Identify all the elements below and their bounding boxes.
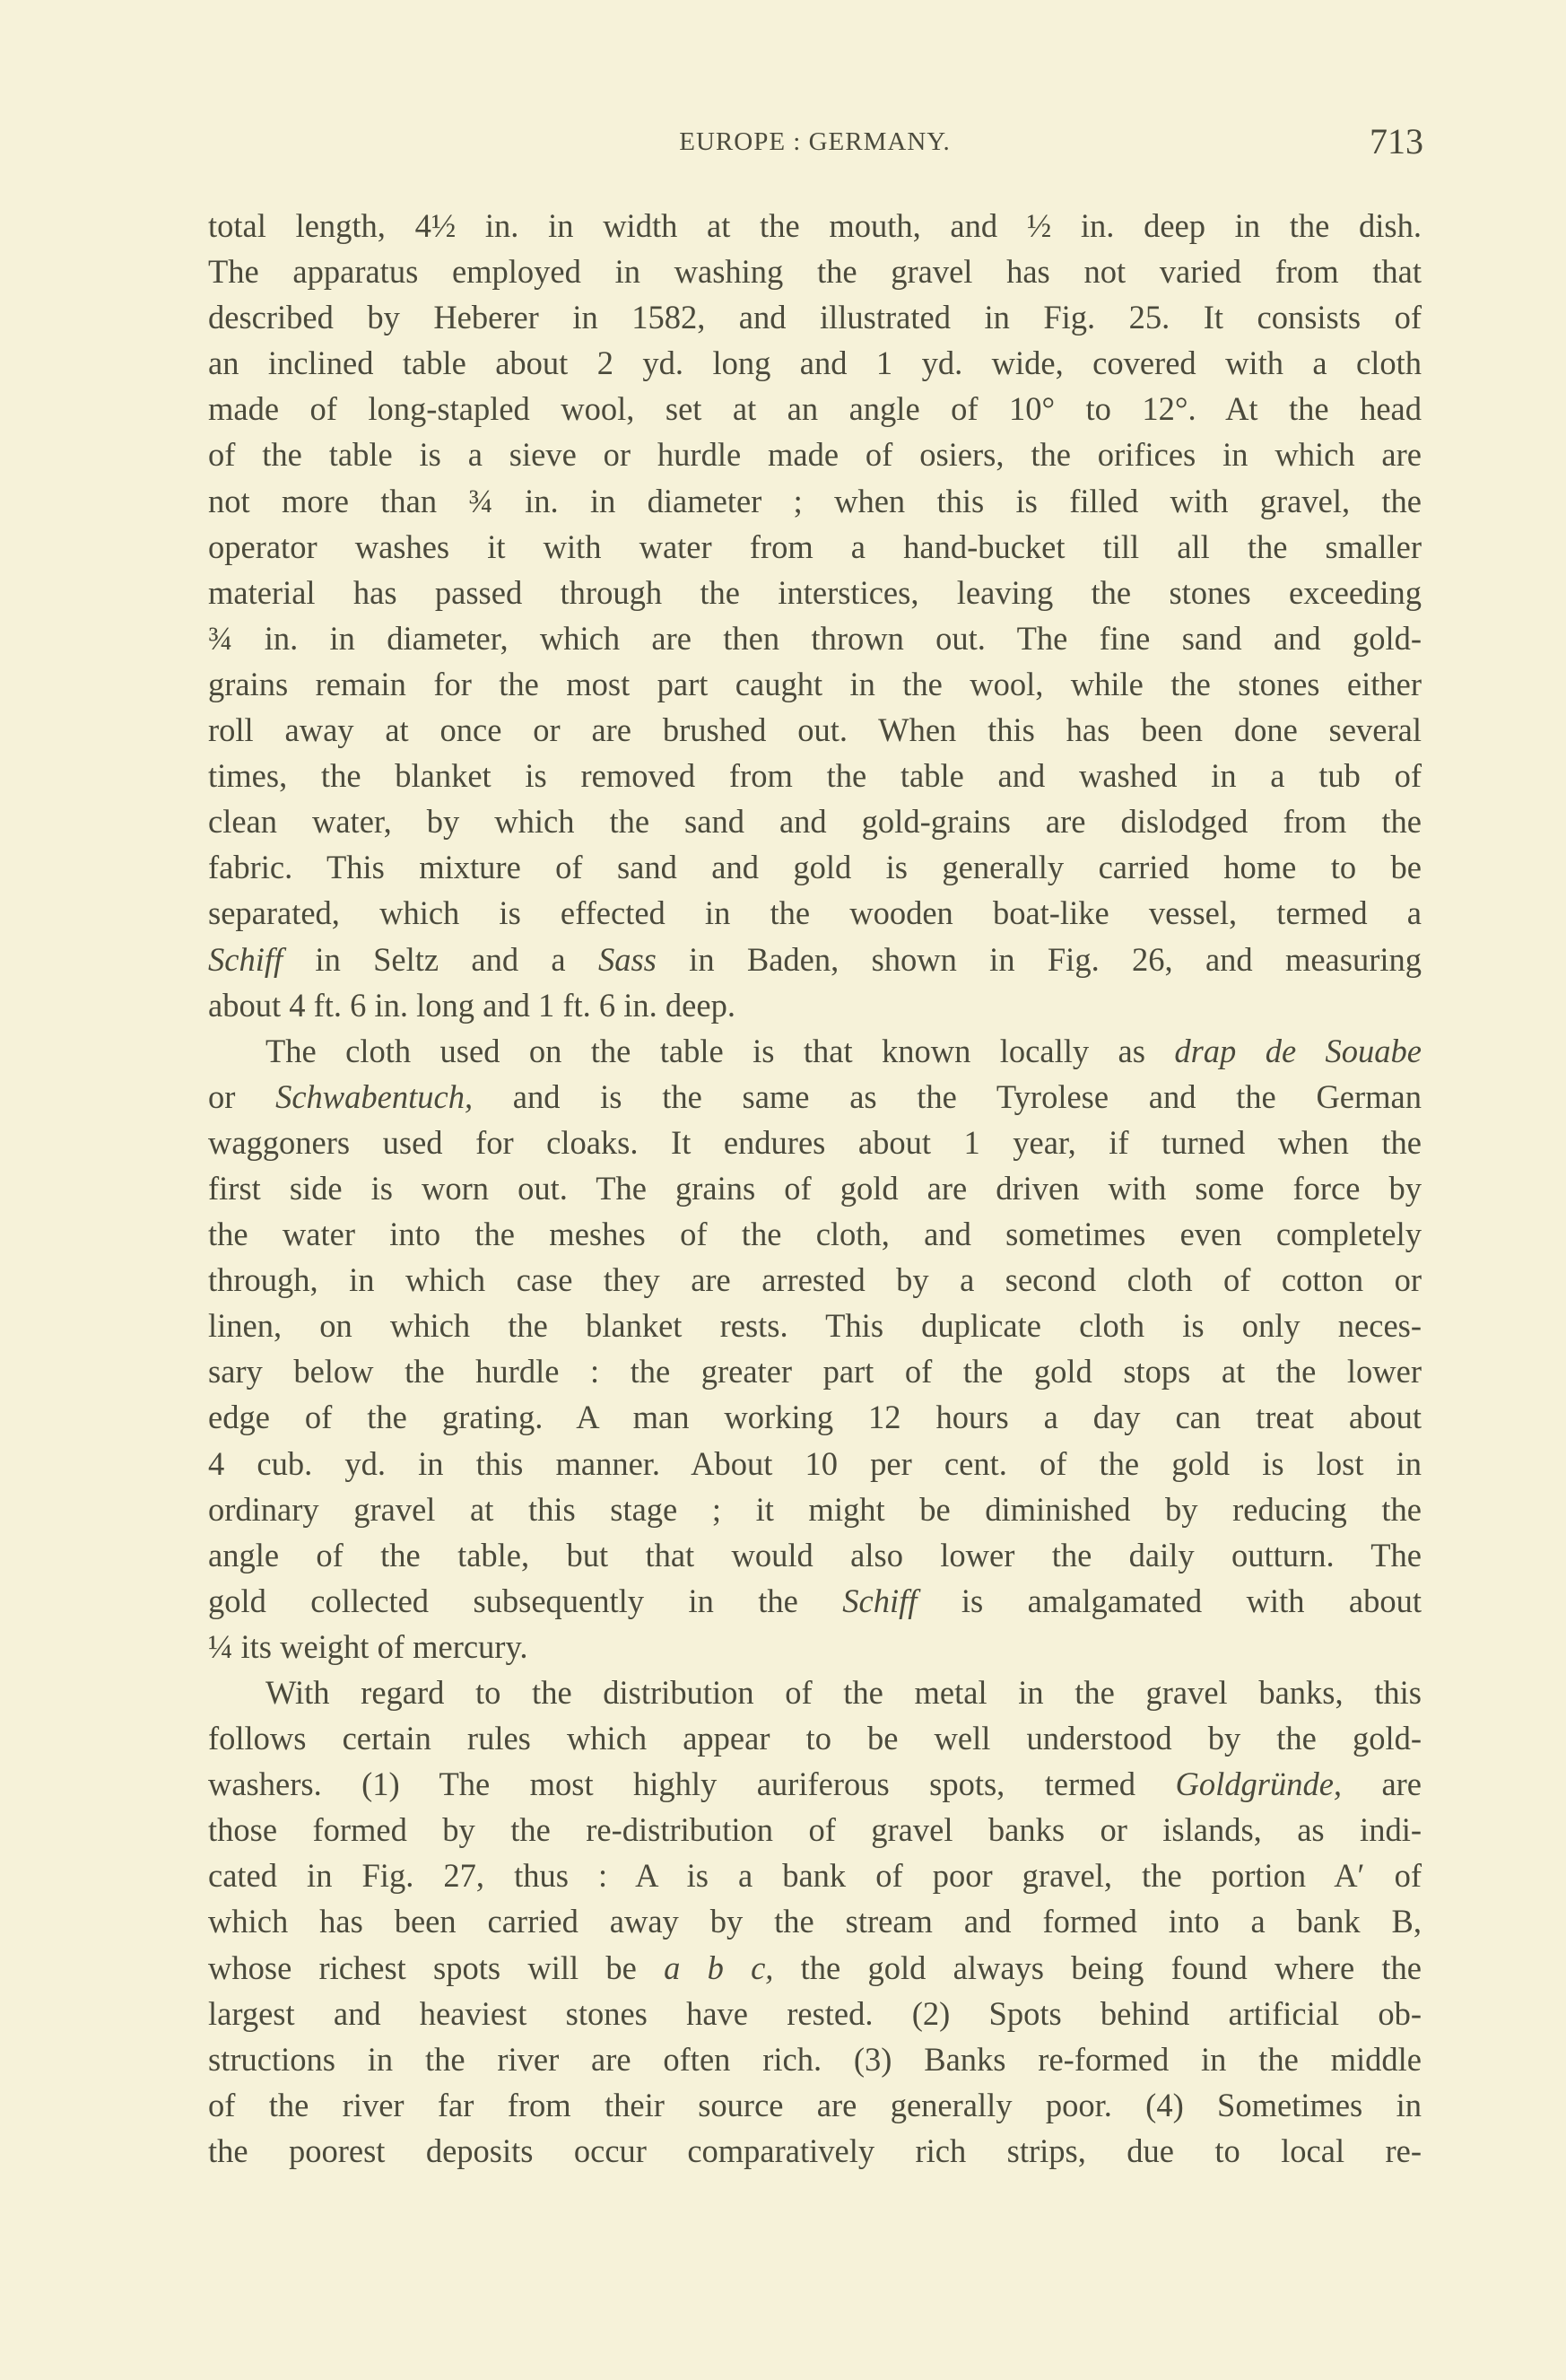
text-run: those formed by the re-distribution of gravel banks or islands, as indi-	[208, 1811, 1422, 1849]
text-run: gold collected subsequently in the	[208, 1582, 843, 1619]
body-text	[208, 203, 1422, 2174]
text-run: cated in Fig. 27, thus : A is a bank of poor gravel, the portion A′ of	[208, 1857, 1422, 1895]
text-run: 4 cub. yd. in this manner. About 10 per cent. of the gold is lost in	[208, 1444, 1422, 1482]
text-line	[208, 707, 1422, 753]
text-run: an inclined table about 2 yd. long and 1 yd. wide, covered with a cloth	[208, 344, 1422, 382]
text-run: operator washes it with water from a hand-bucket till all the smaller	[208, 527, 1422, 565]
italic-term: a b c,	[664, 1948, 774, 1986]
text-run: grains remain for the most part caught in the wool, while the stones either	[208, 665, 1422, 702]
text-run: in Seltz and a	[283, 940, 598, 978]
text-run: of the table is a sieve or hurdle made of osiers, the orifices in which are	[208, 436, 1422, 474]
text-line	[208, 1211, 1422, 1257]
text-run: clean water, by which the sand and gold-grains are dislodged from the	[208, 803, 1422, 841]
text-line	[208, 570, 1422, 615]
text-run: the water into the meshes of the cloth, and sometimes even completely	[208, 1216, 1422, 1253]
text-run: times, the blanket is removed from the table and washed in a tub of	[208, 757, 1422, 795]
text-line	[208, 203, 1422, 248]
text-run: ¼ its weight of mercury.	[208, 1627, 528, 1665]
text-line	[208, 2036, 1422, 2082]
text-line	[208, 1028, 1422, 1074]
text-run: With regard to the distribution of the metal in the gravel banks, this	[265, 1674, 1422, 1711]
text-run: are	[1342, 1765, 1422, 1803]
text-line	[208, 753, 1422, 798]
text-run: in Baden, shown in Fig. 26, and measuring	[656, 940, 1422, 978]
text-line	[208, 1165, 1422, 1211]
text-run: angle of the table, but that would also lower the daily outturn. The	[208, 1536, 1422, 1574]
text-line	[208, 1578, 1422, 1624]
text-run: edge of the grating. A man working 12 hours a day can treat about	[208, 1399, 1422, 1436]
text-line	[208, 1624, 1422, 1669]
text-run: material has passed through the interstices, leaving the stones exceeding	[208, 573, 1422, 611]
text-run: The cloth used on the table is that known locally as	[265, 1032, 1175, 1069]
text-line	[208, 340, 1422, 386]
text-line	[208, 1807, 1422, 1853]
text-line	[208, 615, 1422, 661]
text-line	[208, 1394, 1422, 1440]
text-run: which has been carried away by the stream and formed into a bank B,	[208, 1903, 1422, 1940]
text-run: the gold always being found where the	[773, 1948, 1422, 1986]
text-line	[208, 294, 1422, 340]
text-run: described by Heberer in 1582, and illustrated in Fig. 25. It consists of	[208, 299, 1422, 336]
text-run: about 4 ft. 6 in. long and 1 ft. 6 in. deep.	[208, 986, 735, 1024]
text-line	[208, 1348, 1422, 1394]
text-line	[208, 386, 1422, 432]
text-run: fabric. This mixture of sand and gold is generally carried home to be	[208, 849, 1422, 886]
italic-term: Goldgründe,	[1175, 1765, 1343, 1803]
text-line	[208, 1945, 1422, 1991]
text-line	[208, 937, 1422, 982]
text-run: the poorest deposits occur comparatively rich strips, due to local re-	[208, 2132, 1422, 2169]
text-line	[208, 1257, 1422, 1303]
text-run: through, in which case they are arrested by a second cloth of cotton or	[208, 1261, 1422, 1299]
text-run: ordinary gravel at this stage ; it might be diminished by reducing the	[208, 1490, 1422, 1528]
italic-term: drap de Souabe	[1174, 1032, 1422, 1069]
page-number: 713	[1370, 121, 1423, 161]
text-run: first side is worn out. The grains of gold are driven with some force by	[208, 1169, 1422, 1207]
text-run: roll away at once or are brushed out. When this has been done several	[208, 711, 1422, 749]
text-run: and is the same as the Tyrolese and the German	[473, 1077, 1422, 1115]
text-line	[208, 890, 1422, 936]
text-line	[208, 1991, 1422, 2036]
text-line	[208, 248, 1422, 294]
text-run: ¾ in. in diameter, which are then thrown out. The fine sand and gold-	[208, 619, 1422, 657]
text-line	[208, 1898, 1422, 1944]
text-line	[208, 1303, 1422, 1348]
text-run: whose richest spots will be	[208, 1948, 665, 1986]
text-run: total length, 4½ in. in width at the mouth, and ½ in. deep in the dish.	[208, 207, 1422, 244]
text-run: not more than ¾ in. in diameter ; when this is filled with gravel, the	[208, 482, 1422, 519]
page-header	[208, 122, 1422, 167]
text-run: of the river far from their source are generally poor. (4) Sometimes in	[208, 2086, 1422, 2123]
italic-term: Schiff	[208, 940, 283, 978]
text-line	[208, 1486, 1422, 1532]
text-line	[208, 1120, 1422, 1165]
text-line	[208, 1441, 1422, 1486]
text-line	[208, 2082, 1422, 2128]
text-run: linen, on which the blanket rests. This duplicate cloth is only neces-	[208, 1307, 1422, 1345]
text-run: separated, which is effected in the wooden boat-like vessel, termed a	[208, 894, 1422, 932]
text-line	[208, 1669, 1422, 1715]
text-run: washers. (1) The most highly auriferous spots, termed	[208, 1765, 1176, 1803]
text-line	[208, 478, 1422, 524]
text-line	[208, 1761, 1422, 1807]
text-line	[208, 982, 1422, 1028]
text-line	[208, 1715, 1422, 1761]
text-run: The apparatus employed in washing the gravel has not varied from that	[208, 253, 1422, 291]
text-line	[208, 844, 1422, 890]
text-run: is amalgamated with about	[917, 1582, 1422, 1619]
text-run: structions in the river are often rich. (3) Banks re-formed in the middle	[208, 2040, 1422, 2078]
text-line	[208, 661, 1422, 707]
text-line	[208, 524, 1422, 570]
italic-term: Sass	[597, 940, 657, 978]
text-line	[208, 1853, 1422, 1898]
running-head: EUROPE : GERMANY.	[679, 127, 951, 156]
text-line	[208, 2128, 1422, 2174]
text-run: sary below the hurdle : the greater part of the gold stops at the lower	[208, 1353, 1422, 1391]
text-line	[208, 432, 1422, 477]
text-run: or	[208, 1077, 276, 1115]
text-line	[208, 1074, 1422, 1120]
text-line	[208, 798, 1422, 844]
text-run: waggoners used for cloaks. It endures about 1 year, if turned when the	[208, 1123, 1422, 1161]
text-line	[208, 1532, 1422, 1578]
italic-term: Schiff	[842, 1582, 918, 1619]
text-run: largest and heaviest stones have rested. (2) Spots behind artificial ob-	[208, 1994, 1422, 2032]
italic-term: Schwabentuch,	[275, 1077, 474, 1115]
text-run: follows certain rules which appear to be well understood by the gold-	[208, 1720, 1422, 1757]
text-run: made of long-stapled wool, set at an angle of 10° to 12°. At the head	[208, 390, 1422, 428]
